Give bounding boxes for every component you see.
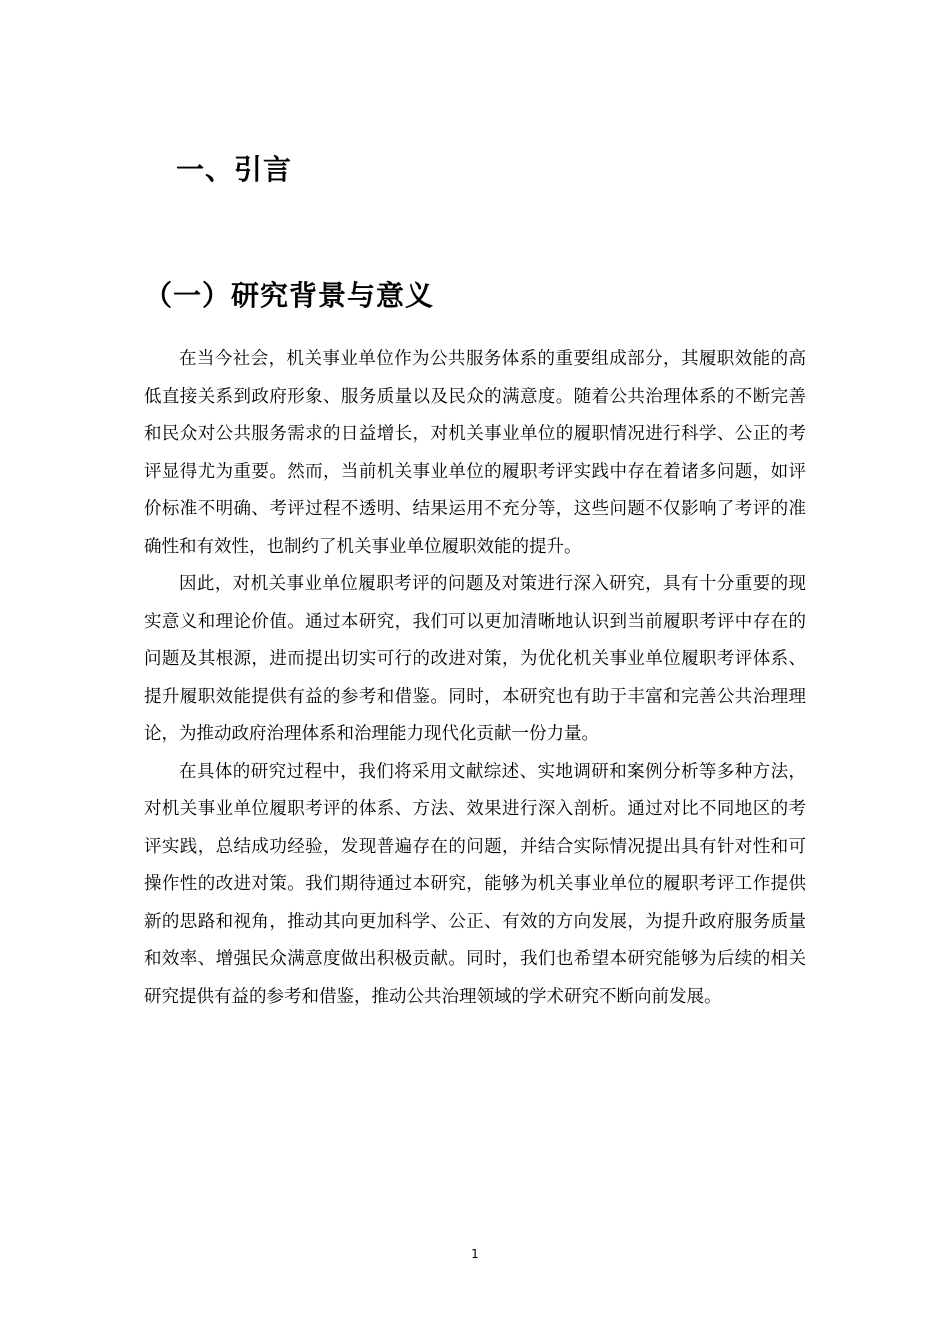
paragraph-3: 在具体的研究过程中，我们将采用文献综述、实地调研和案例分析等多种方法，对机关事业单位履职考评的体系、方法、效果进行深入剖析。通过对比不同地区的考评实践，总结成功经验，发现普遍存在的问题，并结合实际情况提出具有针对性和可操作性的改进对策。我们期待通过本研究，能够为机关事业单位的履职考评工作提供新的思路和视角，推动其向更加科学、公正、有效的方向发展，为提升政府服务质量和效率、增强民众满意度做出积极贡献。同时，我们也希望本研究能够为后续的相关研究提供有益的参考和借鉴，推动公共治理领域的学术研究不断向前发展。 — [144, 761, 806, 1007]
paragraph-2: 因此，对机关事业单位履职考评的问题及对策进行深入研究，具有十分重要的现实意义和理论价值。通过本研究，我们可以更加清晰地认识到当前履职考评中存在的问题及其根源，进而提出切实可行的改进对策，为优化机关事业单位履职考评体系、提升履职效能提供有益的参考和借鉴。同时，本研究也有助于丰富和完善公共治理理论，为推动政府治理体系和治理能力现代化贡献一份力量。 — [144, 574, 806, 744]
section-heading: （一）研究背景与意义 — [144, 279, 435, 312]
chapter-heading: 一、引言 — [176, 153, 293, 186]
paragraph-1: 在当今社会，机关事业单位作为公共服务体系的重要组成部分，其履职效能的高低直接关系到政府形象、服务质量以及民众的满意度。随着公共治理体系的不断完善和民众对公共服务需求的日益增长，对机关事业单位的履职情况进行科学、公正的考评显得尤为重要。然而，当前机关事业单位的履职考评实践中存在着诸多问题，如评价标准不明确、考评过程不透明、结果运用不充分等，这些问题不仅影响了考评的准确性和有效性，也制约了机关事业单位履职效能的提升。 — [144, 349, 806, 557]
body-text — [144, 341, 806, 1016]
page-number: 1 — [471, 1247, 479, 1261]
